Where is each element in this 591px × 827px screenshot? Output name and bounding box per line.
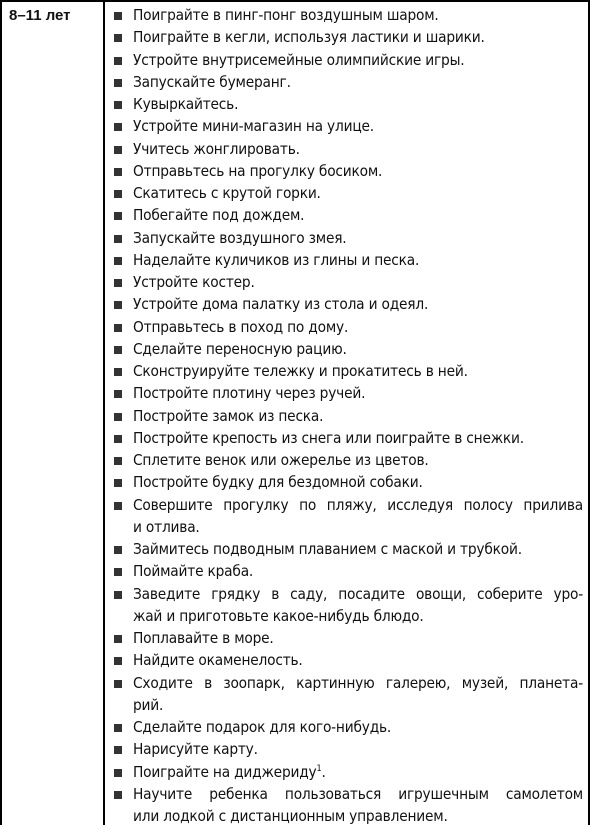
square-bullet-icon: [114, 57, 122, 65]
square-bullet-icon: [114, 279, 122, 287]
list-item-text: Устройте внутрисемейные олимпийские игры.: [133, 50, 465, 69]
square-bullet-icon: [114, 368, 122, 376]
activity-list: [113, 4, 583, 827]
list-item: [113, 738, 583, 760]
square-bullet-icon: [114, 791, 122, 799]
list-item: [113, 405, 583, 427]
list-item: [113, 382, 583, 404]
list-item-text: Побегайте под дождем.: [133, 206, 305, 225]
square-bullet-icon: [114, 123, 122, 131]
list-item-text: Нарисуйте карту.: [133, 740, 258, 759]
list-item: [113, 93, 583, 115]
list-item: [113, 249, 583, 271]
list-item: [113, 271, 583, 293]
column-divider: [103, 0, 105, 825]
list-item: [113, 4, 583, 26]
list-item: [113, 427, 583, 449]
list-item: [113, 26, 583, 48]
square-bullet-icon: [114, 746, 122, 754]
list-item: [113, 182, 583, 204]
square-bullet-icon: [114, 34, 122, 42]
square-bullet-icon: [114, 568, 122, 576]
list-item-text: Сделайте переносную рацию.: [133, 339, 347, 358]
square-bullet-icon: [114, 769, 122, 777]
list-item-text: Постройте крепость из снега или поиграйте в снежки.: [133, 428, 524, 447]
list-item-text: Заведите грядку в саду, посадите овощи, соберите уро-: [133, 584, 583, 603]
square-bullet-icon: [114, 235, 122, 243]
list-item: [113, 49, 583, 71]
list-item-text: Постройте замок из песка.: [133, 406, 324, 425]
list-item: [113, 449, 583, 471]
table-right-border: [588, 0, 590, 825]
list-item: [113, 360, 583, 382]
list-item-text: Учитесь жонглировать.: [133, 139, 300, 158]
square-bullet-icon: [114, 301, 122, 309]
square-bullet-icon: [114, 724, 122, 732]
table-left-border: [0, 0, 2, 825]
list-item: [113, 494, 583, 539]
list-item-text: Устройте мини-магазин на улице.: [133, 117, 374, 136]
list-item-text: Постройте будку для бездомной собаки.: [133, 473, 423, 492]
list-item-text: Кувыркайтесь.: [133, 95, 239, 113]
square-bullet-icon: [114, 479, 122, 487]
square-bullet-icon: [114, 546, 122, 554]
list-item-text: Сконструируйте тележку и прокатитесь в ней.: [133, 362, 468, 380]
list-item: [113, 627, 583, 649]
footnote-marker: 1: [316, 763, 322, 774]
list-item-text-continued: и отлива.: [133, 517, 200, 536]
list-item-text: Поиграйте на диджериду$^1$.: [133, 762, 326, 781]
age-group-label: 8–11 лет: [9, 7, 71, 24]
list-item-text: Устройте костер.: [133, 273, 255, 291]
table-top-border: [0, 0, 590, 2]
list-item: [113, 672, 583, 717]
square-bullet-icon: [114, 324, 122, 332]
list-item: [113, 649, 583, 671]
square-bullet-icon: [114, 346, 122, 354]
list-item-text: Запускайте бумеранг.: [133, 72, 291, 91]
square-bullet-icon: [114, 390, 122, 398]
list-item: [113, 115, 583, 137]
list-item: [113, 716, 583, 738]
list-item: [113, 204, 583, 226]
list-item-text-continued: жай и приготовьте какое-нибудь блюдо.: [133, 606, 424, 625]
list-item-text: Поймайте краба.: [133, 562, 254, 581]
square-bullet-icon: [114, 212, 122, 220]
square-bullet-icon: [114, 12, 122, 20]
list-item-text: Поиграйте в пинг-понг воздушным шаром.: [133, 6, 439, 24]
list-item-text: Отправьтесь в поход по дому.: [133, 317, 349, 336]
list-item-text: Запускайте воздушного змея.: [133, 228, 347, 247]
list-item: [113, 138, 583, 160]
list-item: [113, 71, 583, 93]
list-item: [113, 471, 583, 493]
list-item-text-continued: или лодкой с дистанционным управлением.: [133, 807, 448, 825]
list-item: [113, 227, 583, 249]
square-bullet-icon: [114, 591, 122, 599]
square-bullet-icon: [114, 502, 122, 510]
square-bullet-icon: [114, 168, 122, 176]
list-item-text: Найдите окаменелость.: [133, 651, 303, 670]
square-bullet-icon: [114, 101, 122, 109]
list-item: [113, 338, 583, 360]
list-item-text: Наделайте куличиков из глины и песка.: [133, 250, 420, 269]
list-item: [113, 583, 583, 628]
square-bullet-icon: [114, 257, 122, 265]
list-item: [113, 293, 583, 315]
list-item: [113, 316, 583, 338]
square-bullet-icon: [114, 190, 122, 198]
square-bullet-icon: [114, 680, 122, 688]
list-item: [113, 538, 583, 560]
square-bullet-icon: [114, 435, 122, 443]
list-item-text: Поиграйте в кегли, используя ластики и шарики.: [133, 28, 485, 47]
list-item: [113, 160, 583, 182]
square-bullet-icon: [114, 413, 122, 421]
list-item-text: Совершите прогулку по пляжу, исследуя полосу прилива: [133, 495, 583, 514]
list-item: [113, 560, 583, 582]
list-item: [113, 761, 583, 783]
list-item-text: Сходите в зоопарк, картинную галерею, музей, планета-: [133, 673, 583, 692]
square-bullet-icon: [114, 146, 122, 154]
list-item-text: Скатитесь с крутой горки.: [133, 184, 321, 202]
list-item-text-continued: рий.: [133, 695, 164, 714]
list-item: [113, 783, 583, 827]
square-bullet-icon: [114, 79, 122, 87]
list-item-text: Поплавайте в море.: [133, 629, 274, 647]
list-item-text: Отправьтесь на прогулку босиком.: [133, 161, 383, 180]
list-item-text: Займитесь подводным плаванием с маской и трубкой.: [133, 540, 522, 558]
list-item-text: Сплетите венок или ожерелье из цветов.: [133, 451, 429, 469]
square-bullet-icon: [114, 657, 122, 665]
list-item-text: Постройте плотину через ручей.: [133, 384, 366, 403]
list-item-text: Сделайте подарок для кого-нибудь.: [133, 718, 392, 736]
square-bullet-icon: [114, 457, 122, 465]
square-bullet-icon: [114, 635, 122, 643]
list-item-text: Научите ребенка пользоваться игрушечным самолетом: [133, 784, 583, 803]
list-item-text: Устройте дома палатку из стола и одеял.: [133, 295, 429, 314]
